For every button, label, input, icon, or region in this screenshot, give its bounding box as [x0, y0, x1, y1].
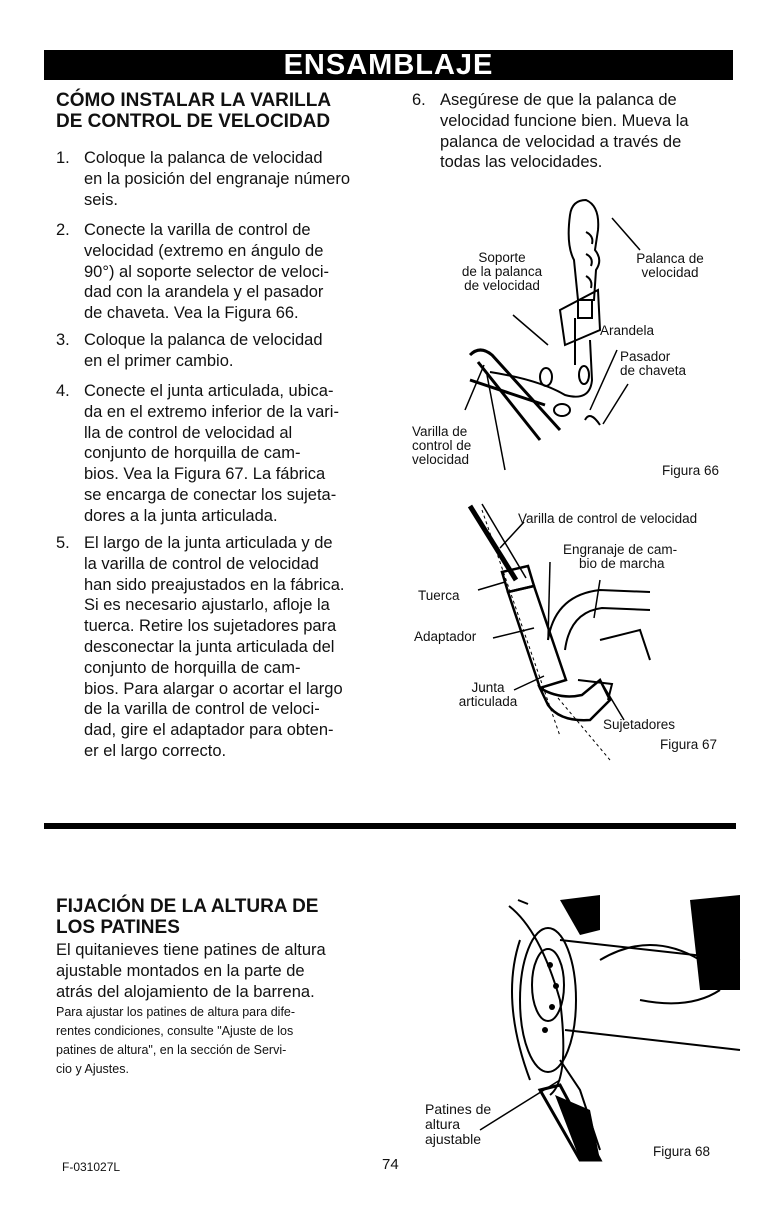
note-line: Para ajustar los patines de altura para dife- [56, 1005, 296, 1019]
step-line: Conecte el junta articulada, ubica- [84, 382, 334, 400]
label-line: bio de marcha [579, 556, 665, 571]
step-line: velocidad funcione bien. Mueva la [440, 111, 689, 130]
step-line: se encarga de conectar los sujeta- [84, 485, 337, 504]
note-line: rentes condiciones, consulte "Ajuste de los [56, 1024, 294, 1038]
para-line: El quitanieves tiene patines de altura [56, 941, 326, 959]
step-line: seis. [84, 190, 118, 209]
step-line: conjunto de horquilla de cam- [84, 444, 301, 463]
step-line: de chaveta. Vea la Figura 66. [84, 304, 299, 323]
figure-caption: Figura 67 [660, 737, 718, 752]
title-line: DE CONTROL DE VELOCIDAD [56, 111, 331, 132]
step-number: 3. [56, 331, 70, 349]
step-line: han sido preajustados en la fábrica. [84, 575, 345, 594]
label-line: Pasador [620, 349, 671, 364]
step-line: Asegúrese de que la palanca de [440, 91, 677, 109]
step-number: 5. [56, 534, 70, 552]
step-line: palanca de velocidad a través de [440, 132, 682, 151]
adaptador-label: Adaptador [414, 629, 477, 644]
figure-caption: Figura 68 [653, 1144, 711, 1159]
label-line: de la palanca [461, 264, 543, 279]
step-line: 90°) al soporte selector de veloci- [84, 262, 330, 281]
label-line: Soporte [478, 250, 526, 265]
label-line: articulada [458, 694, 518, 709]
step-line: El largo de la junta articulada y de [84, 534, 333, 552]
patines-label [425, 1102, 491, 1147]
step-number: 4. [56, 382, 70, 400]
figure-caption: Figura 66 [662, 463, 720, 478]
arandela-label: Arandela [600, 323, 655, 338]
para-line: atrás del alojamiento de la barrena. [56, 982, 315, 1001]
step-line: Coloque la palanca de velocidad [84, 331, 323, 349]
step-line: desconectar la junta articulada del [84, 637, 335, 656]
step-line: Si es necesario ajustarlo, afloje la [84, 596, 330, 615]
label-line: Patines de [425, 1101, 492, 1117]
step-line: en la posición del engranaje número [84, 169, 351, 188]
para-line: ajustable montados en la parte de [56, 961, 305, 980]
step-line: dores a la junta articulada. [84, 506, 278, 525]
step-number: 6. [412, 91, 426, 109]
step-line: todas las velocidades. [440, 153, 603, 172]
step-line: velocidad (extremo en ángulo de [84, 241, 324, 260]
step-line: er el largo correcto. [84, 741, 227, 760]
sujetadores-label: Sujetadores [603, 717, 676, 732]
title-line: FIJACIÓN DE LA ALTURA DE [56, 896, 319, 917]
step-line: de la varilla de control de veloci- [84, 700, 320, 719]
step-line: dad con la arandela y el pasador [84, 283, 324, 302]
tuerca-label: Tuerca [418, 588, 460, 603]
label-line: altura [425, 1116, 461, 1132]
title-line: LOS PATINES [56, 917, 180, 938]
step-line: conjunto de horquilla de cam- [84, 658, 301, 677]
step-line: la varilla de control de velocidad [84, 554, 319, 573]
label-line: velocidad [412, 452, 470, 467]
title-line: CÓMO INSTALAR LA VARILLA [56, 90, 332, 111]
page-number: 74 [382, 1156, 399, 1173]
varilla-control-label: Varilla de control de velocidad [518, 511, 698, 526]
label-line: control de [412, 438, 472, 453]
note-line: cio y Ajustes. [56, 1062, 129, 1076]
step-number: 2. [56, 221, 70, 239]
label-line: ajustable [425, 1131, 482, 1147]
step-line: bios. Vea la Figura 67. La fábrica [84, 465, 326, 484]
document-code: F-031027L [62, 1160, 121, 1174]
step-line: da en el extremo inferior de la vari- [84, 402, 339, 421]
step-line: dad, gire el adaptador para obten- [84, 721, 334, 740]
step-number: 1. [56, 149, 70, 167]
step-line: tuerca. Retire los sujetadores para [84, 617, 337, 636]
label-line: velocidad [641, 265, 699, 280]
step-line: bios. Para alargar o acortar el largo [84, 679, 343, 698]
label-line: de velocidad [464, 278, 540, 293]
step-line: Conecte la varilla de control de [84, 221, 311, 239]
label-line: Varilla de [412, 424, 468, 439]
label-line: Engranaje de cam- [563, 542, 678, 557]
step-line: Coloque la palanca de velocidad [84, 149, 323, 167]
label-line: de chaveta [620, 363, 687, 378]
label-line: Palanca de [636, 251, 704, 266]
note-line: patines de altura", en la sección de Servi- [56, 1043, 287, 1057]
label-line: Junta [471, 680, 505, 695]
step-line: lla de control de velocidad al [84, 423, 293, 442]
section-banner: ENSAMBLAJE [44, 50, 733, 80]
step-line: en el primer cambio. [84, 351, 234, 370]
